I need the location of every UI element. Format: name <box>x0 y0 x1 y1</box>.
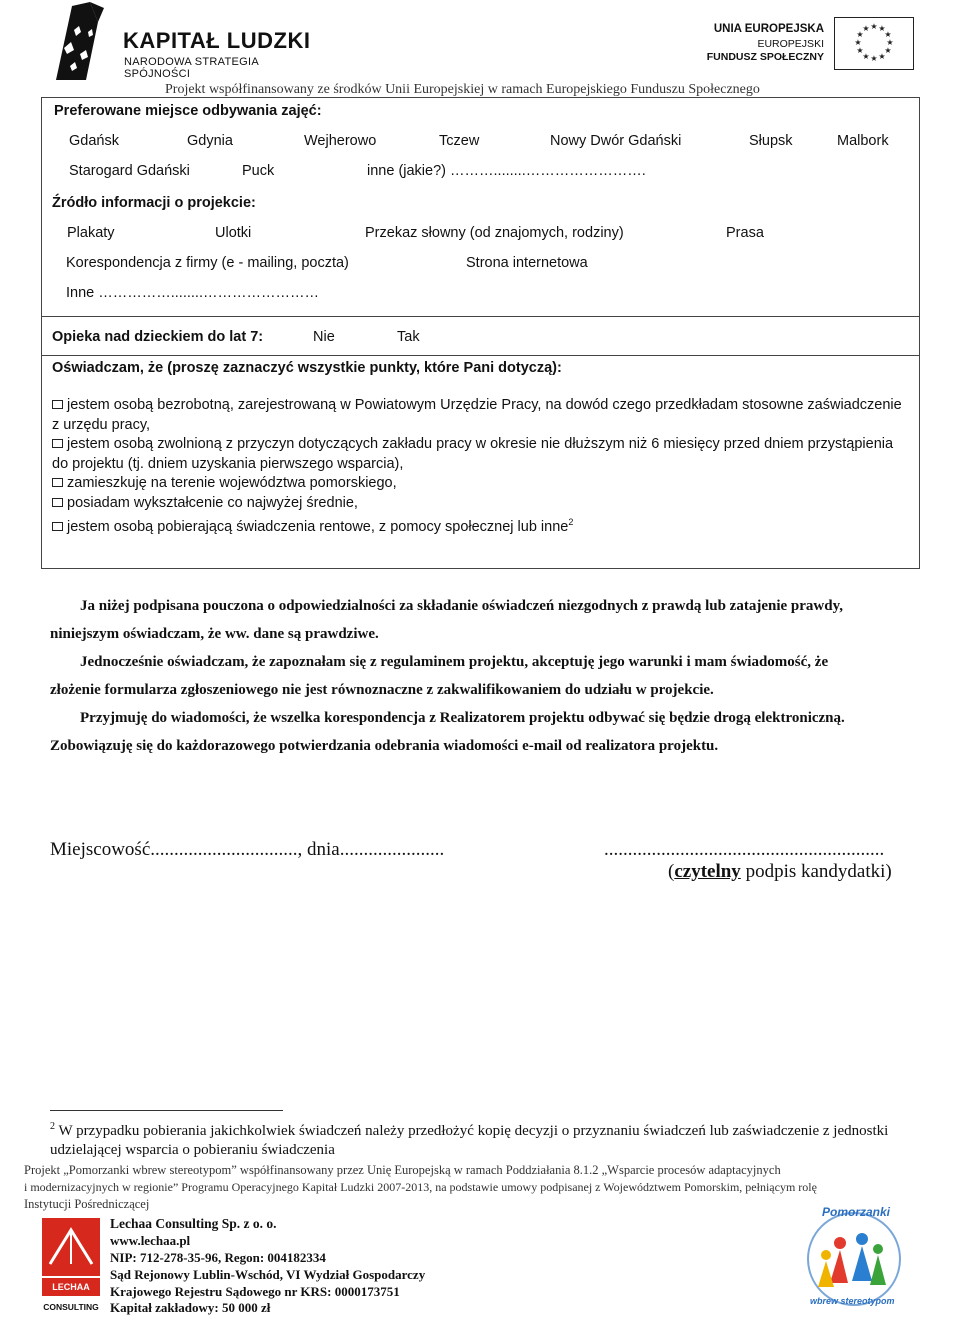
company-capital: Kapitał zakładowy: 50 000 zł <box>110 1300 271 1315</box>
footnote-divider <box>50 1110 283 1111</box>
checkbox-icon[interactable] <box>52 478 63 487</box>
place-option-nowy-dwor[interactable]: Nowy Dwór Gdański <box>550 133 682 149</box>
pomorzanki-top-text: Pomorzanki <box>822 1205 891 1219</box>
declaration-item-dismissed[interactable]: jestem osobą zwolnioną z przyczyn dotyczących zakładu pracy w okresie nie dłuższym niż 6 miesięcy przed dniem przystąpienia do projektu (tj. dniem uzyskania pierwszego wsparcia), <box>52 436 894 472</box>
svg-text:★: ★ <box>856 46 864 55</box>
place-option-slupsk[interactable]: Słupsk <box>749 133 793 149</box>
statement-2-line1: Jednocześnie oświadczam, że zapoznałam się z regulaminem projektu, akceptuję jego warunki i mam świadomość, że <box>80 654 829 670</box>
checkbox-icon[interactable] <box>52 498 63 507</box>
checkbox-icon[interactable] <box>52 522 63 531</box>
logo-subtitle: NARODOWA STRATEGIA SPÓJNOŚCI <box>124 56 259 80</box>
place-date-field[interactable]: Miejscowość..............................., dnia...................... <box>50 839 445 860</box>
place-option-gdansk[interactable]: Gdańsk <box>69 133 119 149</box>
statement-1-line1: Ja niżej podpisana pouczona o odpowiedzialności za składanie oświadczeń niezgodnych z prawdą lub zatajenie prawdy, <box>80 598 843 614</box>
checkbox-icon[interactable] <box>52 400 63 409</box>
cofinance-line: Projekt współfinansowany ze środków Unii Europejskiej w ramach Europejskiego Funduszu Społecznego <box>165 82 760 97</box>
svg-text:★: ★ <box>878 24 886 33</box>
svg-text:★: ★ <box>856 30 864 39</box>
lechaa-logo-name: LECHAA <box>42 1278 100 1296</box>
source-option-prasa[interactable]: Prasa <box>726 225 764 241</box>
statement-3-line1: Przyjmuję do wiadomości, że wszelka korespondencja z Realizatorem projektu odbywać się będzie drogą elektroniczną. <box>80 710 845 726</box>
place-option-wejherowo[interactable]: Wejherowo <box>304 133 377 149</box>
company-krs: Krajowego Rejestru Sądowego nr KRS: 0000173751 <box>110 1284 400 1299</box>
eu-text-line3: FUNDUSZ SPOŁECZNY <box>706 51 824 63</box>
footer-project-line3: Instytucji Pośredniczącej <box>24 1197 150 1211</box>
svg-text:★: ★ <box>884 30 892 39</box>
footnote-ref: 2 <box>568 517 574 527</box>
eu-flag <box>834 17 914 70</box>
company-name: Lechaa Consulting Sp. z o. o. <box>110 1216 277 1231</box>
svg-text:★: ★ <box>854 38 862 47</box>
svg-text:★: ★ <box>878 52 886 61</box>
footnote-text: $^2$ W przypadku pobierania jakichkolwiek świadczeń należy przedłożyć kopię decyzji o przyznaniu świadczeń lub zaświadczenie z jednostki udzielającej wsparcia o pobieraniu świadczenia <box>50 1121 889 1158</box>
declaration-item-unemployed[interactable]: jestem osobą bezrobotną, zarejestrowaną w Powiatowym Urzędzie Pracy, na dowód czego przedkładam stosowne zaświadczenie z urzędu pracy, <box>52 397 902 433</box>
source-heading: Źródło informacji o projekcie: <box>52 195 256 211</box>
source-option-plakaty[interactable]: Plakaty <box>67 225 115 241</box>
lechaa-logo-consulting: CONSULTING <box>43 1302 99 1312</box>
source-option-korespondencja[interactable]: Korespondencja z firmy (e - mailing, poczta) <box>66 255 349 271</box>
signature-field[interactable]: ........................................................... <box>604 839 885 860</box>
kapital-ludzki-logo <box>46 2 326 84</box>
child-care-label: Opieka nad dzieckiem do lat 7: <box>52 329 264 345</box>
svg-text:★: ★ <box>884 46 892 55</box>
lechaa-roof-icon <box>42 1218 100 1276</box>
place-option-other[interactable]: inne (jakie?) ………........……………………. <box>367 163 646 179</box>
company-nip: NIP: 712-278-35-96, Regon: 004182334 <box>110 1250 326 1265</box>
svg-text:★: ★ <box>862 52 870 61</box>
place-option-malbork[interactable]: Malbork <box>837 133 889 149</box>
pomorzanki-bottom-text: wbrew stereotypom <box>810 1296 895 1306</box>
signature-caption: (czytelny podpis kandydatki) <box>668 861 892 882</box>
svg-text:★: ★ <box>870 54 878 63</box>
declaration-item-benefits[interactable]: jestem osobą pobierającą świadczenia rentowe, z pomocy społecznej lub inne$^2$ <box>52 513 912 537</box>
source-option-strona[interactable]: Strona internetowa <box>466 255 588 271</box>
lechaa-logo <box>40 1218 102 1315</box>
place-option-tczew[interactable]: Tczew <box>439 133 480 149</box>
place-heading: Preferowane miejsce odbywania zajęć: <box>54 103 322 119</box>
logo-title: KAPITAŁ LUDZKI <box>123 28 311 53</box>
eu-stars-icon <box>835 18 913 69</box>
footer-project-line2: i modernizacyjnych w regionie” Programu Operacyjnego Kapitał Ludzki 2007-2013, na podstawie umowy podpisanej z Województwem Pomorskim, pełniącym rolę <box>24 1180 817 1194</box>
source-option-other[interactable]: Inne ……………........…………………… <box>66 285 319 301</box>
svg-text:★: ★ <box>862 24 870 33</box>
statement-3-line2: Zobowiązuję się do każdorazowego potwierdzania odebrania wiadomości e-mail od realizatora projektu. <box>50 738 719 754</box>
source-option-przekaz[interactable]: Przekaz słowny (od znajomych, rodziny) <box>365 225 624 241</box>
svg-text:★: ★ <box>886 38 894 47</box>
checkbox-icon[interactable] <box>52 439 63 448</box>
pomorzanki-logo <box>800 1203 908 1313</box>
place-option-puck[interactable]: Puck <box>242 163 275 179</box>
declaration-item-pomorskie[interactable]: zamieszkuję na terenie województwa pomorskiego, <box>52 474 912 494</box>
statement-2-line2: złożenie formularza zgłoszeniowego nie jest równoznaczne z zakwalifikowaniem do udziału w projekcie. <box>50 682 714 698</box>
svg-text:★: ★ <box>870 22 878 31</box>
footer-project-line1: Projekt „Pomorzanki wbrew stereotypom” współfinansowany przez Unię Europejską w ramach Poddziałania 8.1.2 „Wsparcie procesów adaptacyjnych <box>24 1163 781 1177</box>
child-care-yes[interactable]: Tak <box>397 329 420 345</box>
source-option-ulotki[interactable]: Ulotki <box>215 225 252 241</box>
declaration-item-education[interactable]: posiadam wykształcenie co najwyżej średnie, <box>52 494 912 514</box>
place-option-gdynia[interactable]: Gdynia <box>187 133 233 149</box>
statement-1-line2: niniejszym oświadczam, że ww. dane są prawdziwe. <box>50 626 379 642</box>
declaration-heading: Oświadczam, że (proszę zaznaczyć wszystkie punkty, które Pani dotyczą): <box>52 360 562 376</box>
eu-text-line2: EUROPEJSKI <box>757 38 824 50</box>
place-option-starogard[interactable]: Starogard Gdański <box>69 163 190 179</box>
company-www[interactable]: www.lechaa.pl <box>110 1233 191 1248</box>
eu-text-line1: UNIA EUROPEJSKA <box>713 23 824 35</box>
child-care-no[interactable]: Nie <box>313 329 335 345</box>
company-court: Sąd Rejonowy Lublin-Wschód, VI Wydział Gospodarczy <box>110 1267 426 1282</box>
